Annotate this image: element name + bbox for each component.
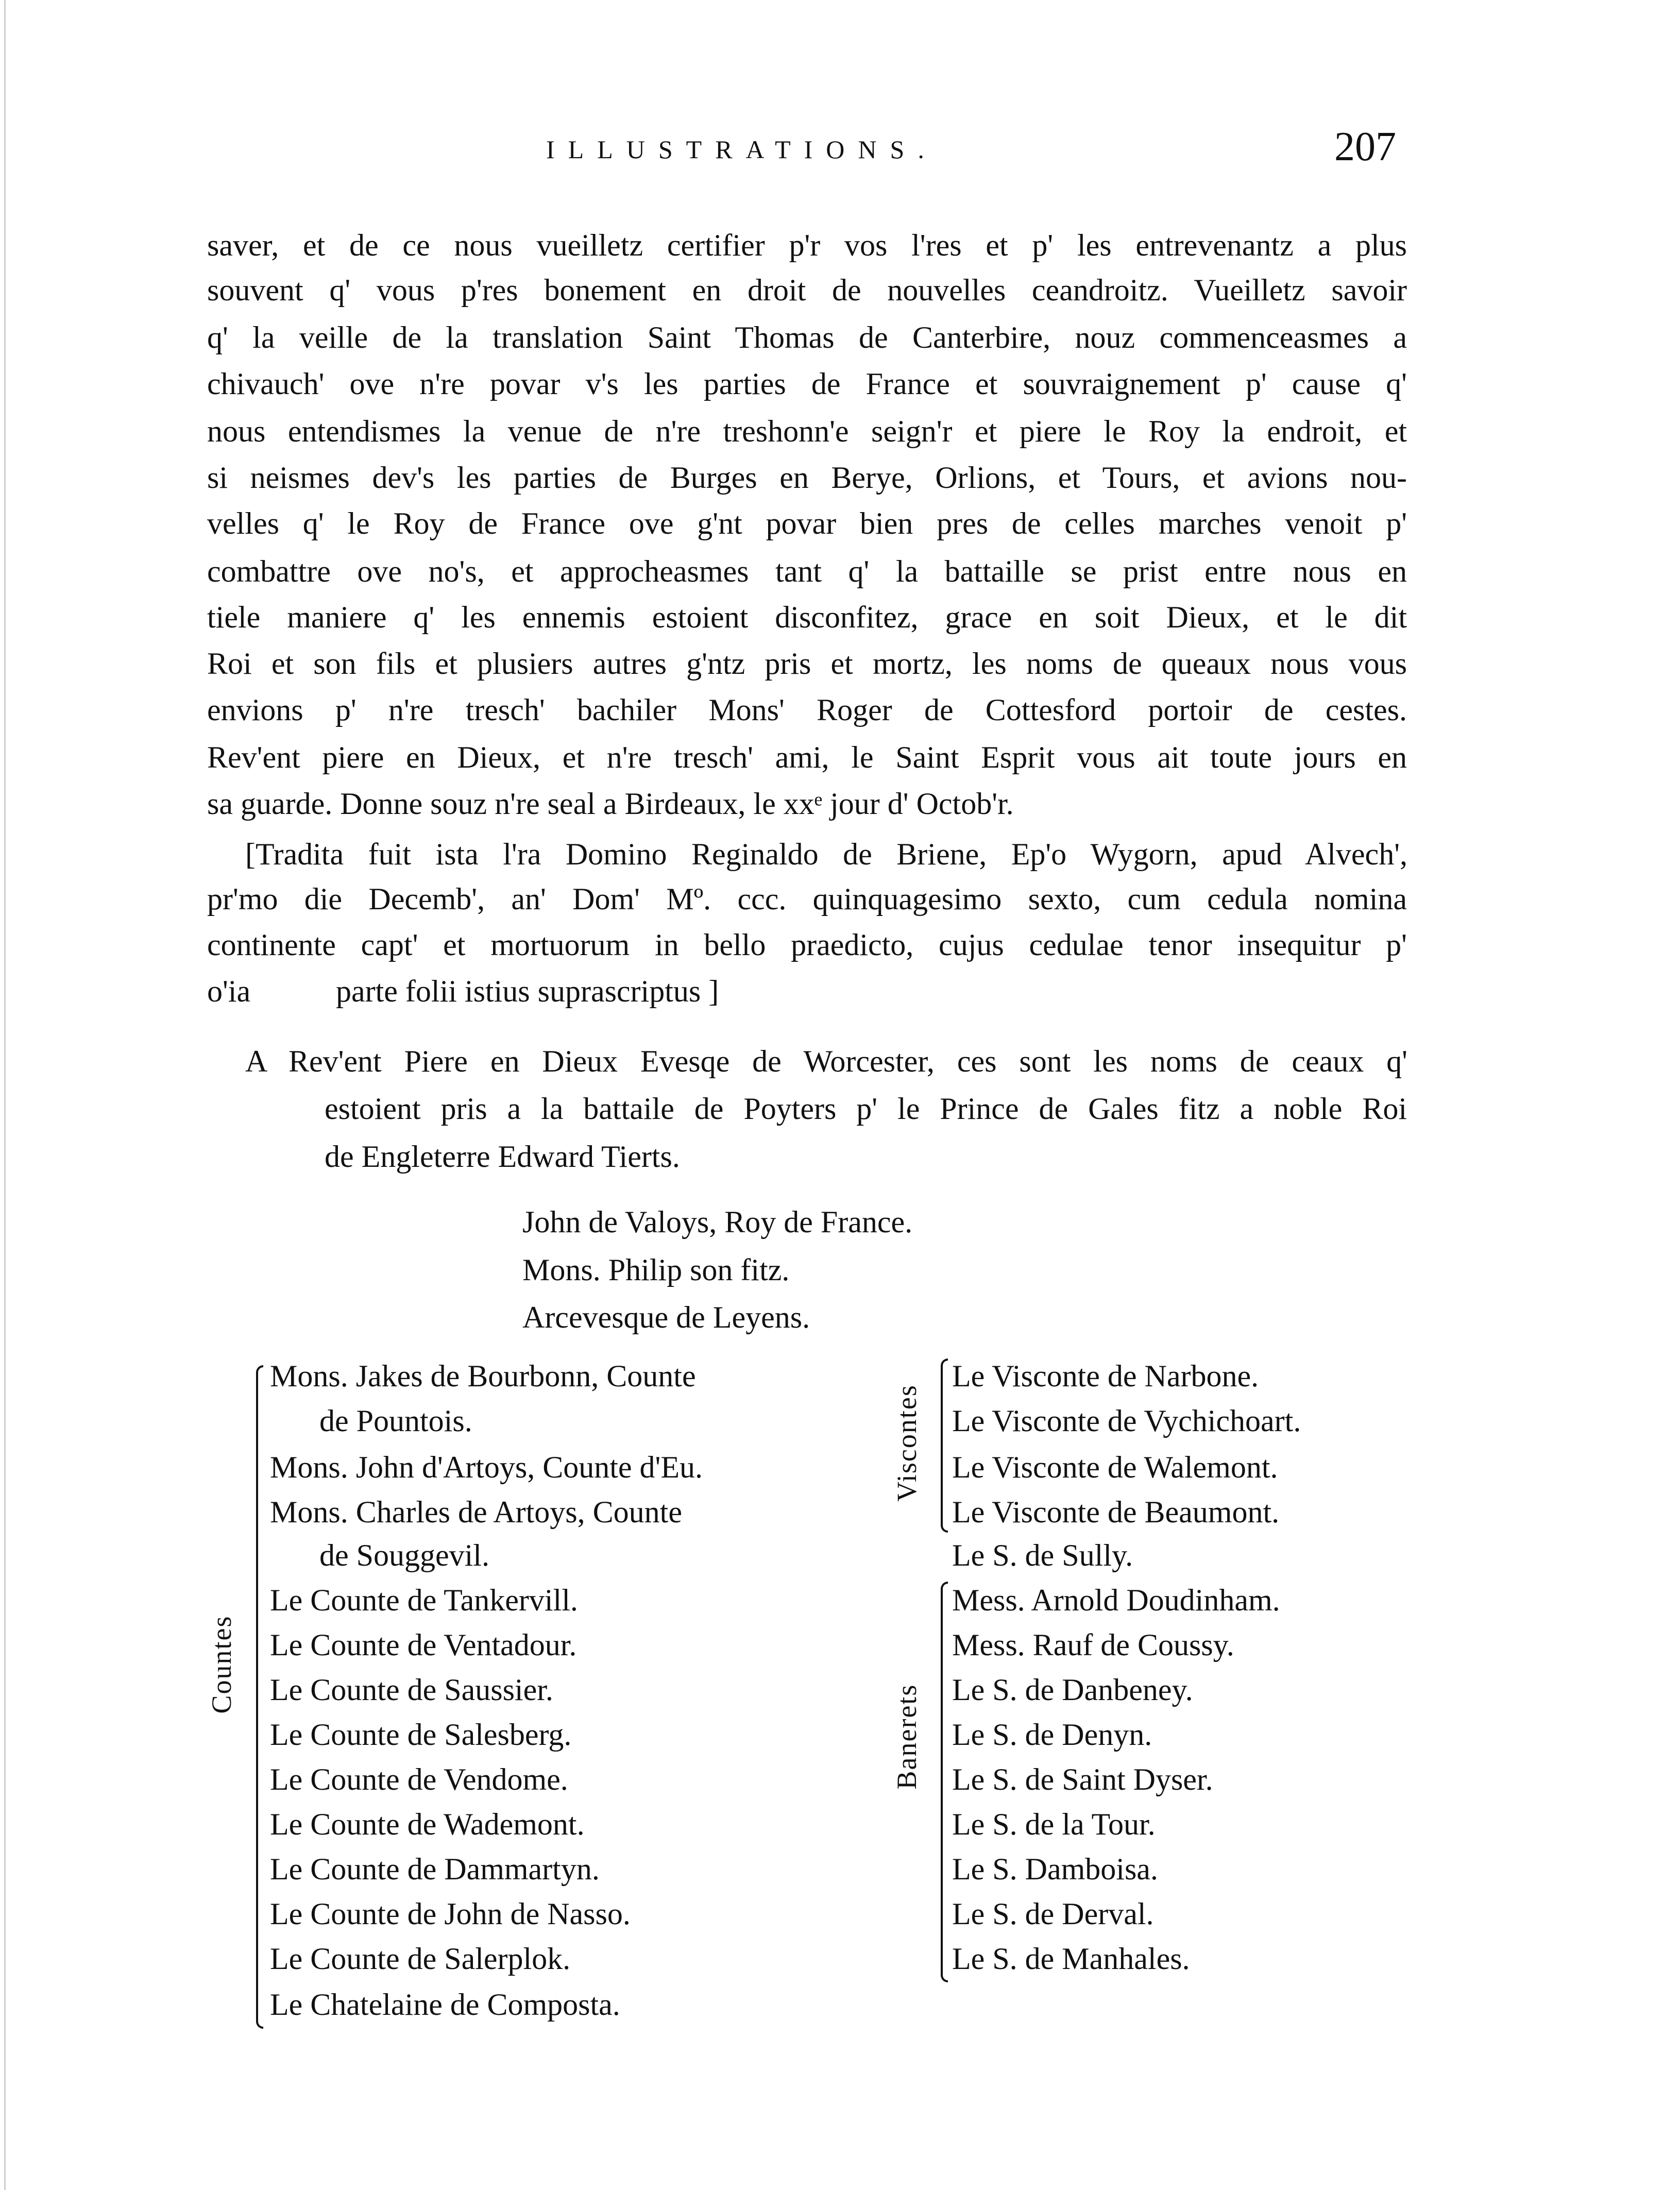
banerets-label: Banerets (891, 1684, 922, 1790)
captive-line: John de Valoys, Roy de France. (522, 1205, 913, 1239)
body-line: chivauch' ove n're povar v's les parties de France et souvraignement p' cause q' (207, 367, 1407, 401)
body-line: souvent q' vous p'res bonement en droit de nouvelles ceandroitz. Vueilletz savoir (207, 273, 1407, 307)
address-line: A Rev'ent Piere en Dieux Evesqe de Worcester, ces sont les noms de ceaux q' (245, 1044, 1407, 1078)
banerets-list-item: Le S. de Saint Dyser. (952, 1762, 1213, 1796)
address-line: de Engleterre Edward Tierts. (325, 1140, 680, 1174)
countes-list-item: Le Counte de Saussier. (270, 1673, 553, 1707)
banerets-list-item: Le S. Damboisa. (952, 1852, 1158, 1886)
page-number: 207 (1334, 124, 1396, 169)
viscontes-list-item: Le Visconte de Beaumont. (952, 1495, 1280, 1529)
body-line: envions p' n're tresch' bachiler Mons' Roger de Cottesford portoir de cestes. (207, 693, 1407, 727)
banerets-list-item: Le S. de Denyn. (952, 1718, 1152, 1752)
note-line: [Tradita fuit ista l'ra Domino Reginaldo de Briene, Ep'o Wygorn, apud Alvech', (245, 837, 1407, 871)
captive-line: Mons. Philip son fitz. (522, 1253, 790, 1287)
body-line: si neismes dev's les parties de Burges en Berye, Orlions, et Tours, et avions nou- (207, 461, 1407, 495)
viscontes-list-item: Le Visconte de Vychichoart. (952, 1404, 1301, 1438)
body-line: combattre ove no's, et approcheasmes tant q' la battaille se prist entre nous en (207, 554, 1407, 588)
banerets-list-item: Le S. de Danbeney. (952, 1673, 1193, 1707)
banerets-list-item: Le S. de Manhales. (952, 1942, 1190, 1976)
banerets-list-item: Mess. Rauf de Coussy. (952, 1628, 1234, 1662)
countes-list-item: Le Counte de Salerplok. (270, 1942, 571, 1976)
viscontes-list-item: Le Visconte de Walemont. (952, 1450, 1278, 1484)
countes-list-item: Le Counte de John de Nasso. (270, 1897, 631, 1931)
page-edge-line (4, 0, 6, 2190)
body-line: sa guarde. Donne souz n're seal a Birdeaux, le xxᵉ jour d' Octob'r. (207, 787, 1014, 821)
note-line: parte folii istius suprascriptus ] (336, 974, 719, 1008)
body-line: nous entendismes la venue de n're treshonn'e seign'r et piere le Roy la endroit, et (207, 414, 1407, 448)
unbracketed-list-item: Le S. de Sully. (952, 1538, 1133, 1572)
countes-list-item: Le Counte de Vendome. (270, 1762, 568, 1796)
countes-list-item: Mons. Jakes de Bourbonn, Counte (270, 1359, 696, 1393)
captive-line: Arcevesque de Leyens. (522, 1300, 810, 1334)
body-line: q' la veille de la translation Saint Thomas de Canterbire, nouz commenceasmes a (207, 320, 1407, 354)
countes-list-item: Mons. John d'Artoys, Counte d'Eu. (270, 1450, 703, 1484)
note-line: o'ia (207, 974, 251, 1008)
banerets-bracket (941, 1582, 948, 1982)
banerets-list-item: Le S. de la Tour. (952, 1807, 1156, 1841)
countes-list-item: Le Chatelaine de Composta. (270, 1988, 620, 2022)
running-title: ILLUSTRATIONS. (546, 135, 938, 164)
viscontes-list-item: Le Visconte de Narbone. (952, 1359, 1259, 1393)
countes-bracket (256, 1365, 263, 2029)
countes-list-item: Le Counte de Ventadour. (270, 1628, 577, 1662)
countes-label: Countes (206, 1615, 237, 1714)
countes-list-item: Le Counte de Dammartyn. (270, 1852, 600, 1886)
countes-list-item: Le Counte de Wademont. (270, 1807, 585, 1841)
body-line: saver, et de ce nous vueilletz certifier p'r vos l'res et p' les entrevenantz a plus (207, 228, 1407, 262)
banerets-list-item: Mess. Arnold Doudinham. (952, 1583, 1280, 1617)
countes-list-item: de Pountois. (319, 1404, 472, 1438)
note-line: pr'mo die Decemb', an' Dom' Mº. ccc. quinquagesimo sexto, cum cedula nomina (207, 882, 1407, 916)
countes-list-item: Le Counte de Tankervill. (270, 1583, 578, 1617)
address-line: estoient pris a la battaile de Poyters p' le Prince de Gales fitz a noble Roi (325, 1092, 1407, 1126)
body-line: Roi et son fils et plusiers autres g'ntz pris et mortz, les noms de queaux nous vous (207, 647, 1407, 681)
body-line: velles q' le Roy de France ove g'nt povar bien pres de celles marches venoit p' (207, 506, 1407, 540)
body-line: Rev'ent piere en Dieux, et n're tresch' ami, le Saint Esprit vous ait toute jours en (207, 740, 1407, 774)
viscontes-bracket (941, 1359, 948, 1533)
viscontes-label: Viscontes (891, 1384, 922, 1502)
countes-list-item: Mons. Charles de Artoys, Counte (270, 1495, 682, 1529)
banerets-list-item: Le S. de Derval. (952, 1897, 1154, 1931)
countes-list-item: Le Counte de Salesberg. (270, 1718, 572, 1752)
countes-list-item: de Souggevil. (319, 1538, 489, 1572)
body-line: tiele maniere q' les ennemis estoient disconfitez, grace en soit Dieux, et le dit (207, 600, 1407, 634)
note-line: continente capt' et mortuorum in bello praedicto, cujus cedulae tenor insequitur p' (207, 928, 1407, 962)
